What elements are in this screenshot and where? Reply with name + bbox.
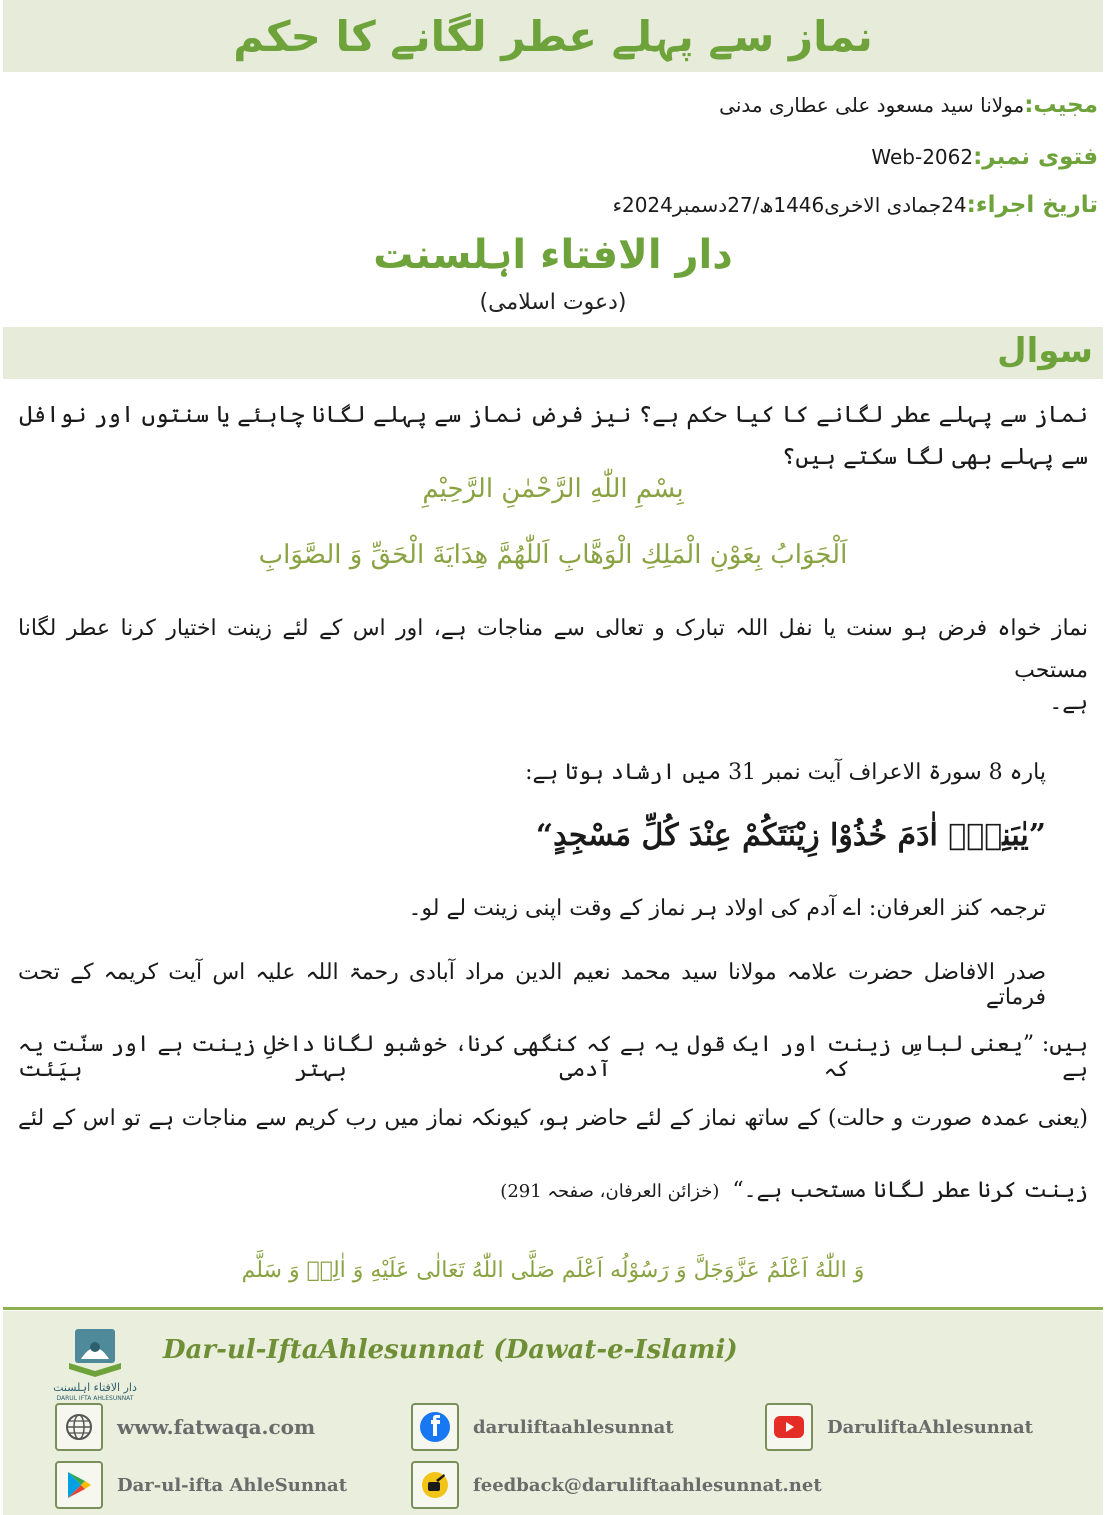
website-text: www.fatwaqa.com (117, 1415, 316, 1439)
quote-line-3: (یعنی عمدہ صورت و حالت) کے ساتھ نماز کے لئے حاضر ہو، کیونکہ نماز میں رب کریم سے مناجات ہے تو اس کے لئے (18, 1106, 1088, 1131)
feedback-icon (411, 1461, 459, 1509)
ayah-intro: پارہ 8 سورۃ الاعراف آیت نمبر 31 میں ارشاد ہوتا ہے: (525, 760, 1046, 785)
play-store-icon (55, 1461, 103, 1509)
footer-divider (3, 1307, 1103, 1310)
youtube-text: DaruliftaAhlesunnat (827, 1416, 1033, 1438)
ayah-translation: ترجمہ کنز العرفان: اے آدم کی اولاد ہر نماز کے وقت اپنی زینت لے لو۔ (408, 896, 1046, 921)
quran-ayah: ”یٰبَنِیْۤ اٰدَمَ خُذُوْا زِیْنَتَكُمْ عِنْدَ كُلِّ مَسْجِدٍ“ (535, 818, 1046, 853)
youtube-link[interactable] (765, 1403, 1033, 1451)
footer-brand: Dar-ul-IftaAhlesunnat (Dawat-e-Islami) (163, 1335, 738, 1365)
mujeeb-value: مولانا سید مسعود علی عطاری مدنی (719, 93, 1025, 117)
organization-subtitle: (دعوت اسلامی) (479, 290, 627, 315)
organization-name: دار الافتاء اہلسنت (373, 232, 733, 278)
footer (3, 1311, 1103, 1515)
mujeeb-label: مجیب: (1024, 92, 1098, 118)
quote-line-1: صدر الافاضل حضرت علامہ مولانا سید محمد نعیم الدین مراد آبادی رحمۃ اللہ علیہ اس آیت کریمہ کے تحت فرماتے (18, 960, 1046, 1010)
facebook-icon (411, 1403, 459, 1451)
quote-end: زینت کرنا عطر لگانا مستحب ہے۔“ (732, 1178, 1088, 1203)
bismillah: بِسْمِ اللّٰهِ الرَّحْمٰنِ الرَّحِیْمِ (422, 474, 684, 504)
facebook-text: daruliftaahlesunnat (473, 1416, 674, 1438)
globe-icon (55, 1403, 103, 1451)
website-link[interactable] (55, 1403, 315, 1451)
issue-date-label: تاریخ اجراء: (966, 192, 1098, 218)
logo-text: دار الافتاء اہلسنت (53, 1381, 137, 1394)
answer-paragraph-line-2: ہے۔ (1049, 690, 1088, 715)
question-band (3, 327, 1103, 379)
title-band (3, 0, 1103, 72)
logo-subtext: DARUL IFTA AHLESUNNAT (56, 1395, 134, 1402)
issue-date-value: 24جمادی الاخری1446ھ/27دسمبر2024ء (612, 193, 967, 217)
quote-line-4 (500, 1178, 1088, 1203)
youtube-icon (765, 1403, 813, 1451)
fatwa-number-value: Web-2062 (871, 145, 974, 169)
answer-opening: اَلْجَوَابُ بِعَوْنِ الْمَلِكِ الْوَهَّابِ اَللّٰهُمَّ هِدَايَةَ الْحَقِّ وَ الصَّوَابِ (258, 540, 848, 570)
reference: (خزائن العرفان، صفحہ 291) (500, 1181, 720, 1202)
answer-paragraph-line-1: نماز خواہ فرض ہو سنت یا نفل اللہ تبارک و تعالی سے مناجات ہے، اور اس کے لئے زینت اختیار کرنا عطر لگانا مستحب (18, 616, 1088, 683)
closing-dua: وَ اللّٰهُ اَعْلَمُ عَزَّوَجَلَّ وَ رَسُوْلُه اَعْلَم صَلَّى اللّٰهُ تَعَالٰى عَلَيْهِ وَ اٰلِهٖ وَ سَلَّم (241, 1258, 865, 1283)
question-heading: سوال (997, 331, 1093, 371)
quote-line-2: ہیں: ”یعنی لباسِ زینت اور ایک قول یہ ہے کہ کنگھی کرنا، خوشبو لگانا داخلِ زینت ہے اور سنّت یہ ہے کہ آدمی بہتر ہیَئت (18, 1032, 1088, 1082)
mujeeb-line (719, 92, 1098, 118)
logo (45, 1327, 145, 1403)
fatwa-number-line (871, 144, 1098, 170)
question-text: نماز سے پہلے عطر لگانے کا کیا حکم ہے؟ نیز فرض نماز سے پہلے لگانا چاہئے یا سنتوں اور نوافل سے پہلے بھی لگا سکتے ہیں؟ (19, 402, 1088, 470)
facebook-link[interactable] (411, 1403, 674, 1451)
play-store-text: Dar-ul-ifta AhleSunnat (117, 1474, 348, 1496)
fatwa-number-label: فتوی نمبر: (973, 144, 1098, 170)
feedback-text: feedback@daruliftaahlesunnat.net (473, 1474, 822, 1496)
feedback-link[interactable] (411, 1461, 822, 1509)
play-store-link[interactable] (55, 1461, 347, 1509)
issue-date-line (613, 192, 1098, 218)
page-title: نماز سے پہلے عطر لگانے کا حکم (233, 11, 873, 61)
